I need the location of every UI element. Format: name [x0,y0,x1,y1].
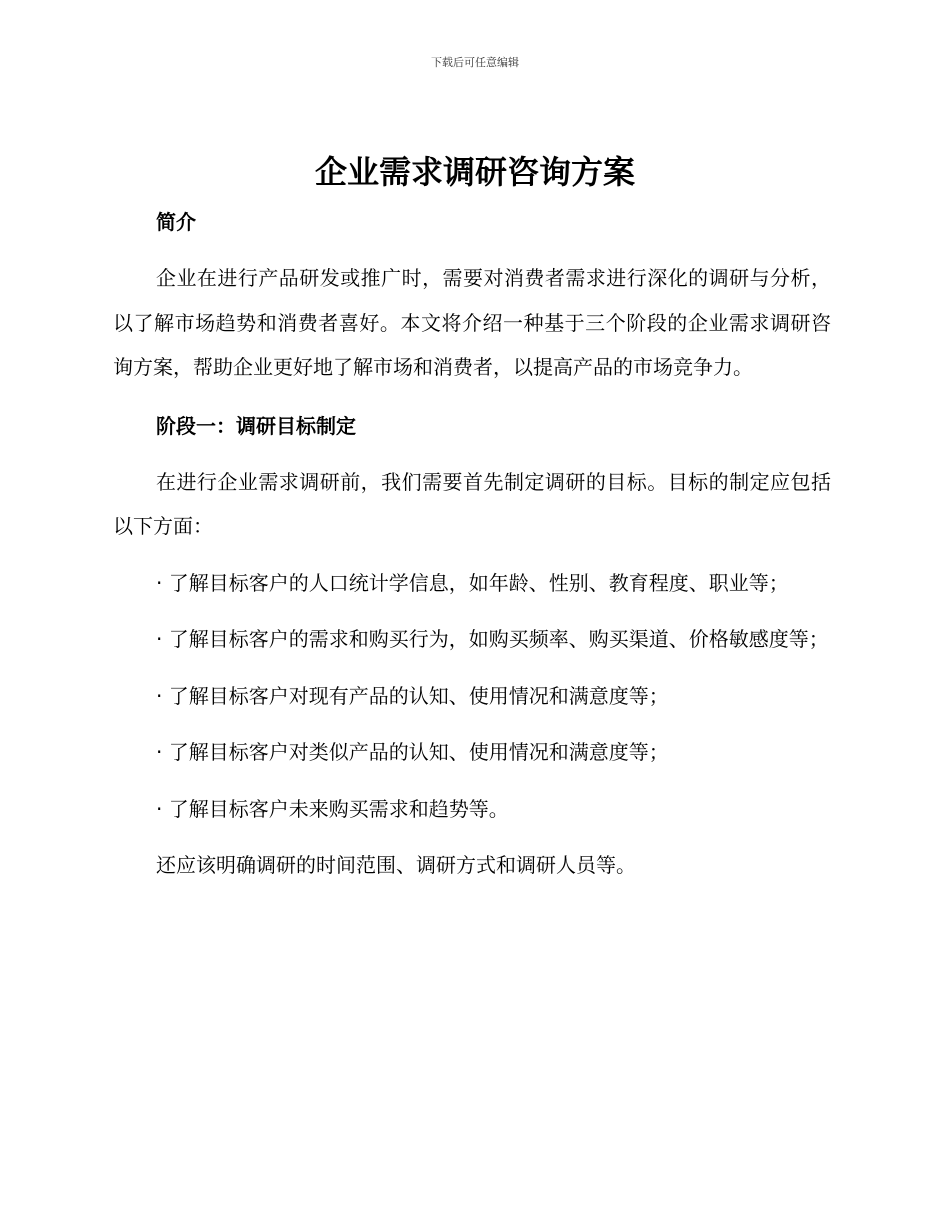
document-body [113,200,831,888]
section-heading-stage1: 阶段一：调研目标制定 [156,413,356,438]
intro-paragraph: 企业在进行产品研发或推广时，需要对消费者需求进行深化的调研与分析，以了解市场趋势和消费者喜好。本文将介绍一种基于三个阶段的企业需求调研咨询方案，帮助企业更好地了解市场和消费者，以提高产品的市场竞争力。 [113,266,831,379]
list-item: · 了解目标客户对类似产品的认知、使用情况和满意度等； [156,740,669,764]
stage1-closing-paragraph: 还应该明确调研的时间范围、调研方式和调研人员等。 [156,853,636,877]
section-heading-intro: 简介 [156,210,196,234]
header-note: 下载后可任意编辑 [431,56,519,69]
stage1-paragraph: 在进行企业需求调研前，我们需要首先制定调研的目标。目标的制定应包括以下方面： [113,469,831,538]
list-item: · 了解目标客户的需求和购买行为，如购买频率、购买渠道、价格敏感度等； [156,627,829,651]
list-item: · 了解目标客户的人口统计学信息，如年龄、性别、教育程度、职业等； [156,570,789,595]
list-item: · 了解目标客户未来购买需求和趋势等。 [156,796,509,821]
list-item: · 了解目标客户对现有产品的认知、使用情况和满意度等； [156,683,669,708]
document-title: 企业需求调研咨询方案 [314,153,635,191]
